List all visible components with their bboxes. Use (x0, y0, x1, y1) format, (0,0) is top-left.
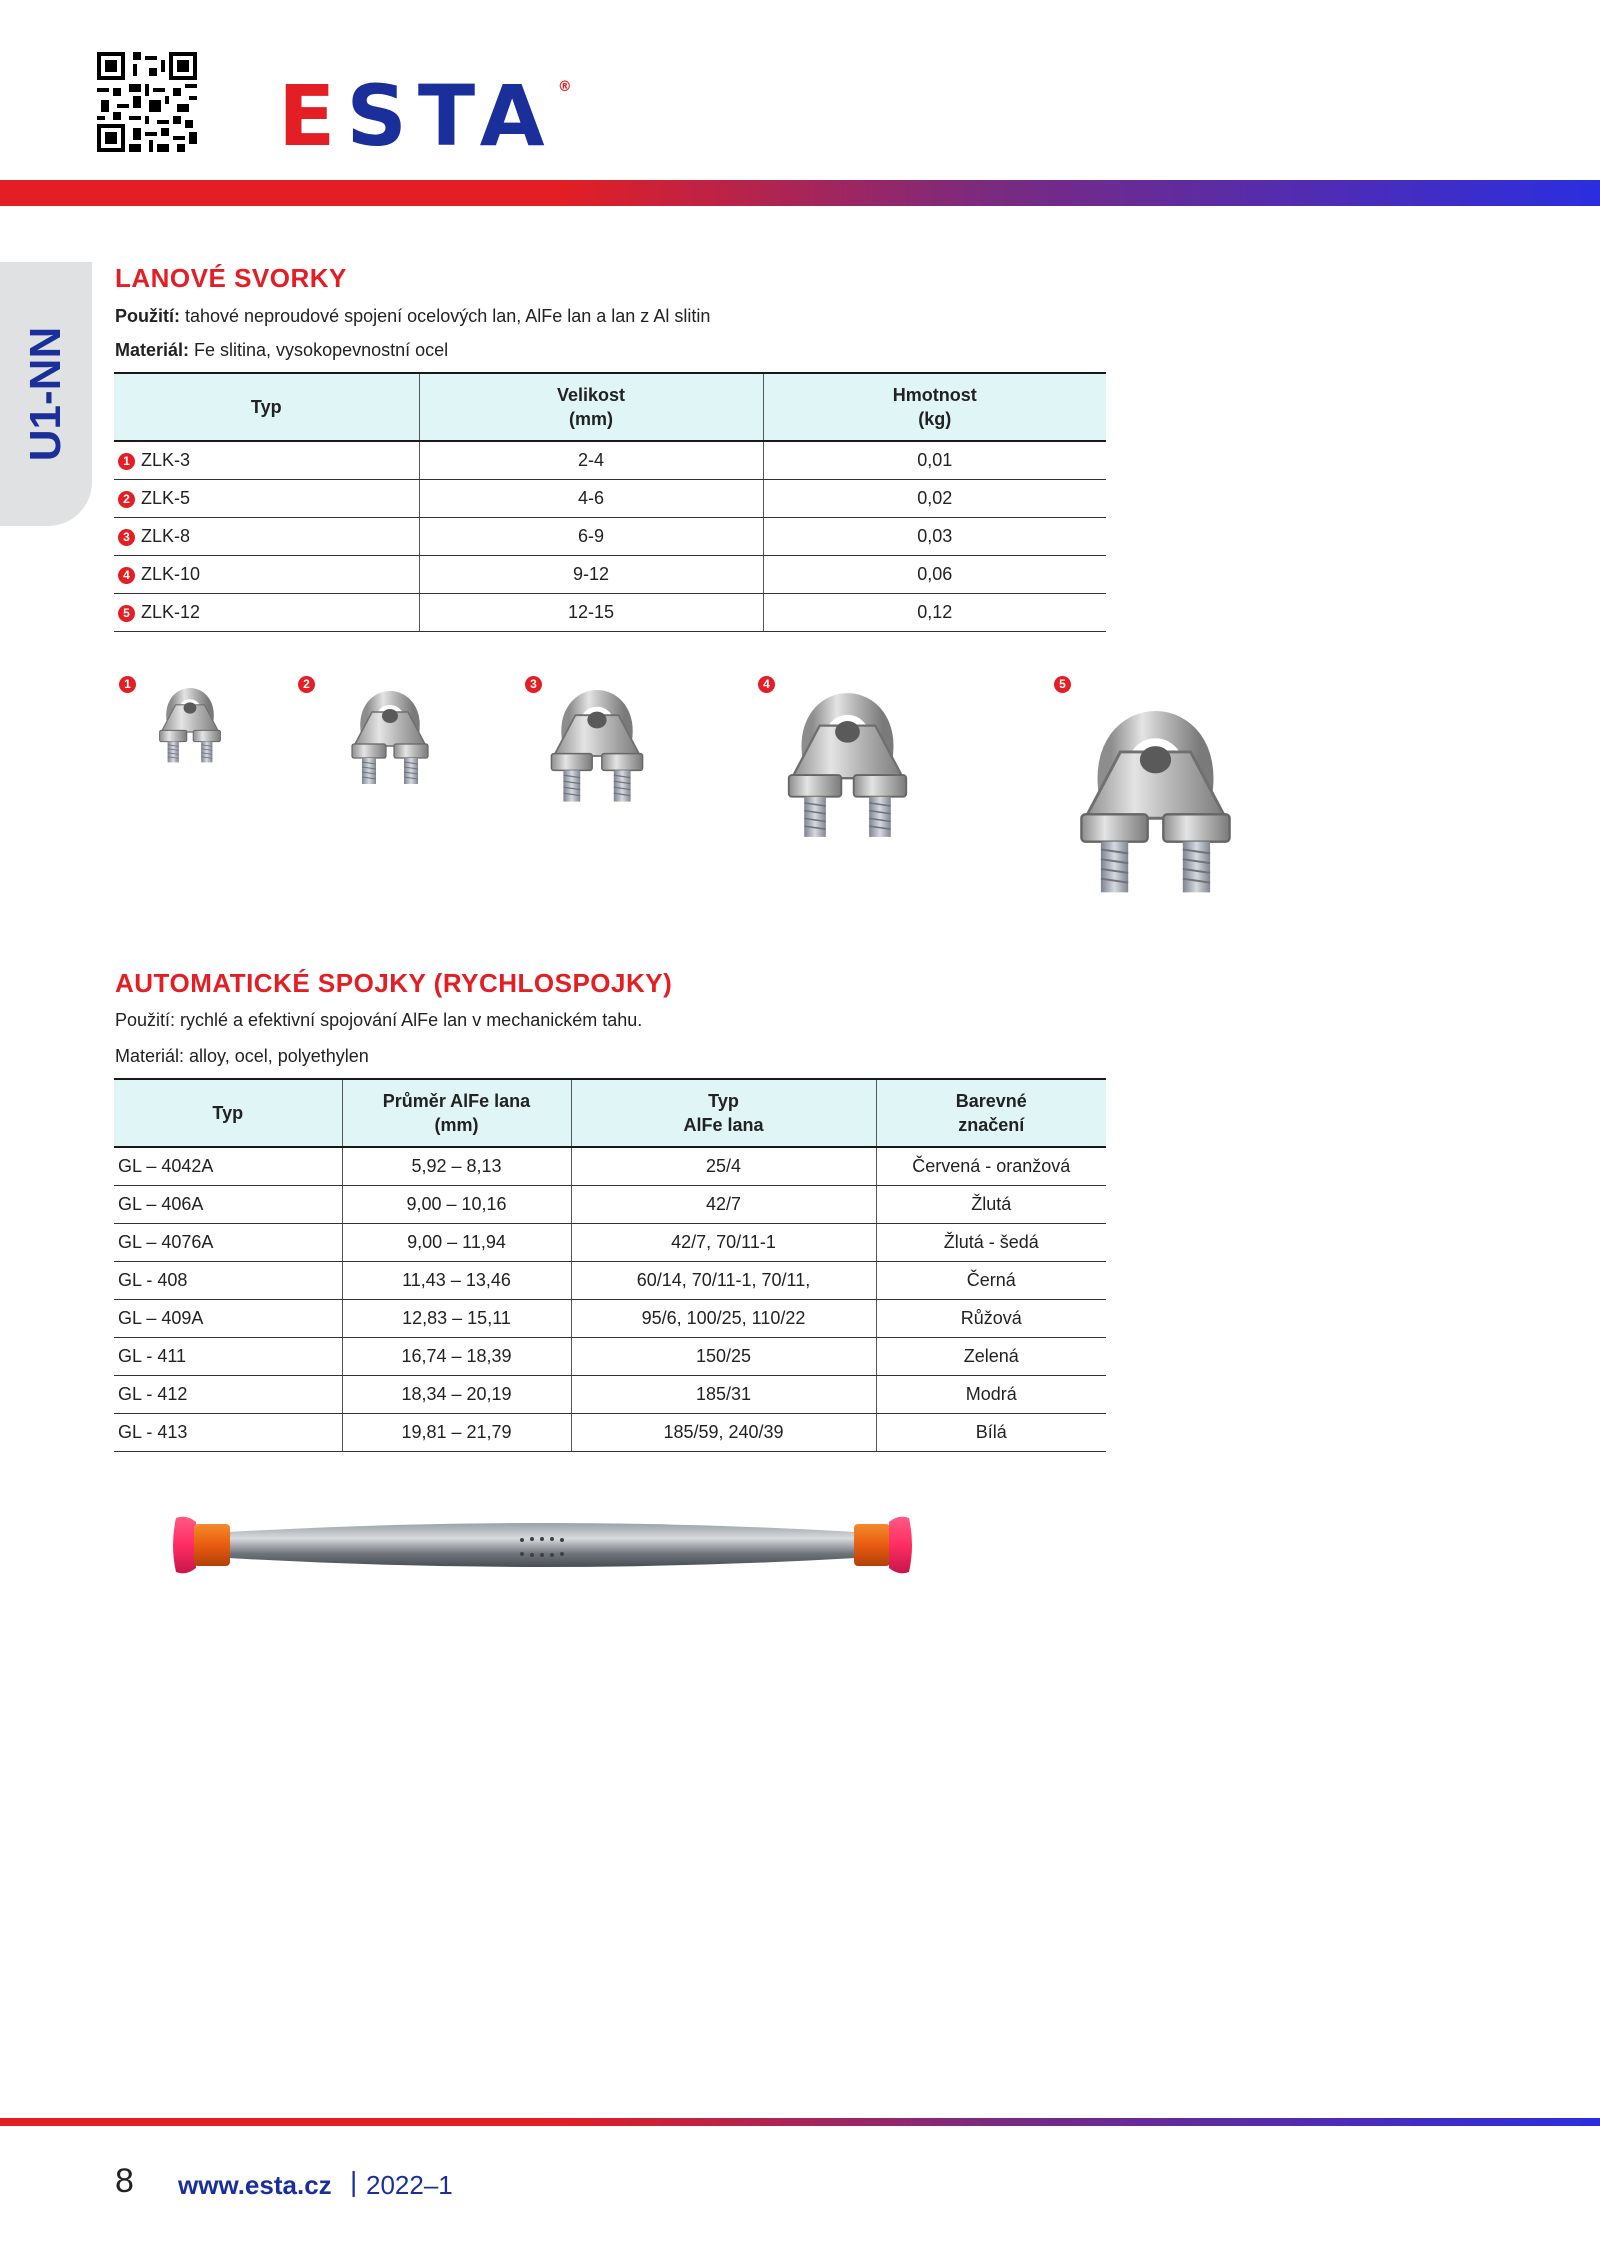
quick-connectors-table (114, 1078, 1106, 1452)
footer-gradient-bar (0, 2118, 1600, 2126)
number-badge: 4 (118, 567, 135, 584)
number-badge: 5 (118, 605, 135, 622)
qr-code-icon (97, 52, 197, 152)
website-link[interactable]: www.esta.cz (178, 2170, 332, 2200)
clamp-zlk-8-image (537, 672, 657, 804)
clamp-zlk-12-image (1058, 670, 1253, 908)
footer-separator: | (350, 2166, 358, 2197)
table-row: GL – 406A 9,00 – 10,16 42/7 Žlutá (114, 1186, 1106, 1224)
table-row: GL – 4076A 9,00 – 11,94 42/7, 70/11-1 Žlutá - šedá (114, 1224, 1106, 1262)
col-header-size: Velikost (mm) (419, 373, 763, 441)
table-row: 5 ZLK-12 12-15 0,12 (114, 594, 1106, 632)
table-row: GL – 409A 12,83 – 15,11 95/6, 100/25, 110/22 Růžová (114, 1300, 1106, 1338)
clamps-table (114, 372, 1106, 632)
section2-title: AUTOMATICKÉ SPOJKY (RYCHLOSPOJKY) (115, 968, 673, 998)
clamp-zlk-3-image (150, 676, 230, 764)
section1-material: Materiál: Fe slitina, vysokopevnostní ocel (115, 340, 449, 360)
table-row: 1 ZLK-3 2-4 0,01 (114, 441, 1106, 480)
section2-usage: Použití: rychlé a efektivní spojování AlFe lan v mechanickém tahu. (115, 1010, 643, 1030)
section1-usage: Použití: tahové neproudové spojení ocelových lan, AlFe lan a lan z Al slitin (115, 306, 711, 326)
col-header-type: Typ (114, 373, 419, 441)
header-gradient-bar (0, 180, 1600, 206)
col-header-alfe-type: Typ AlFe lana (571, 1079, 876, 1147)
side-tab-label: U1-NN (21, 326, 70, 462)
table-row: GL - 411 16,74 – 18,39 150/25 Zelená (114, 1338, 1106, 1376)
table-row: 2 ZLK-5 4-6 0,02 (114, 480, 1106, 518)
page-number: 8 (115, 2162, 134, 2200)
col-header-weight: Hmotnost (kg) (763, 373, 1106, 441)
col-header-type: Typ (114, 1079, 342, 1147)
table-row: 3 ZLK-8 6-9 0,03 (114, 518, 1106, 556)
clip-number-5: 5 (1054, 676, 1071, 693)
clip-number-2: 2 (298, 676, 315, 693)
clamp-zlk-10-image (770, 670, 925, 840)
automatic-splice-image (170, 1510, 915, 1580)
number-badge: 3 (118, 529, 135, 546)
registered-mark: ® (557, 79, 572, 95)
table-row: GL - 413 19,81 – 21,79 185/59, 240/39 Bílá (114, 1414, 1106, 1452)
clamp-zlk-5-image (340, 676, 440, 786)
table-row: GL - 412 18,34 – 20,19 185/31 Modrá (114, 1376, 1106, 1414)
table-row: GL - 408 11,43 – 13,46 60/14, 70/11-1, 70/11, Černá (114, 1262, 1106, 1300)
number-badge: 2 (118, 491, 135, 508)
section1-title: LANOVÉ SVORKY (115, 263, 347, 293)
clip-number-3: 3 (525, 676, 542, 693)
side-tab (0, 262, 92, 526)
clip-number-4: 4 (758, 676, 775, 693)
catalog-edition: 2022–1 (366, 2170, 453, 2200)
table-row: GL – 4042A 5,92 – 8,13 25/4 Červená - oranžová (114, 1147, 1106, 1186)
number-badge: 1 (118, 453, 135, 470)
section2-material: Materiál: alloy, ocel, polyethylen (115, 1046, 369, 1066)
clip-number-1: 1 (119, 676, 136, 693)
table-row: 4 ZLK-10 9-12 0,06 (114, 556, 1106, 594)
esta-logo: ESTA ® (278, 67, 572, 165)
col-header-diameter: Průměr AlFe lana (mm) (342, 1079, 571, 1147)
col-header-color-marking: Barevné značení (876, 1079, 1106, 1147)
